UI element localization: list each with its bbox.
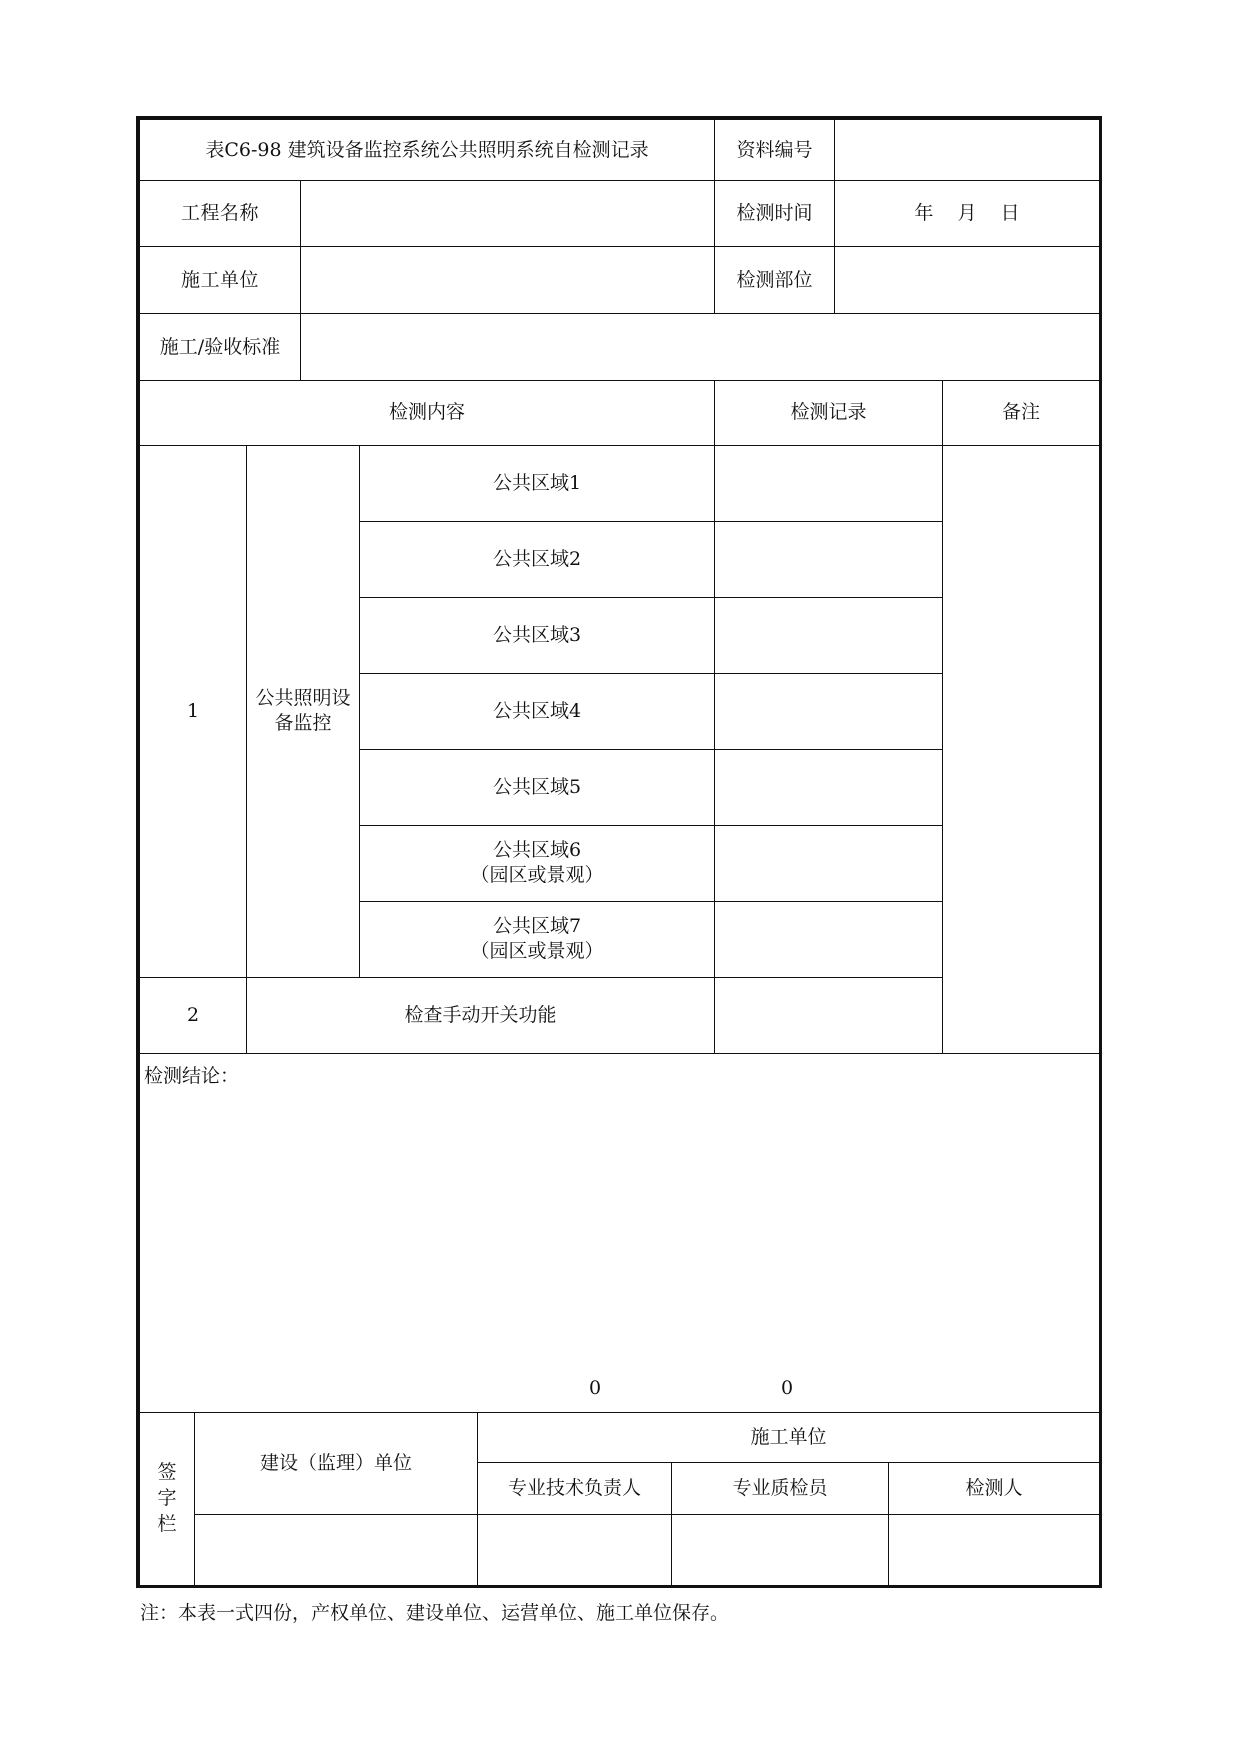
col-content-header: 检测内容 bbox=[140, 381, 715, 445]
signature-side-label: 签字栏 bbox=[140, 1413, 195, 1586]
item-number: 2 bbox=[140, 977, 247, 1053]
test-time-label: 检测时间 bbox=[715, 181, 835, 247]
tech-lead-signature-field[interactable] bbox=[478, 1515, 672, 1586]
item-number: 1 bbox=[140, 445, 247, 977]
record-cell[interactable] bbox=[715, 445, 943, 521]
col-record-header: 检测记录 bbox=[715, 381, 943, 445]
list-item: 公共区域3 bbox=[360, 597, 715, 673]
record-cell[interactable] bbox=[715, 749, 943, 825]
record-cell[interactable] bbox=[715, 597, 943, 673]
project-name-label: 工程名称 bbox=[140, 181, 301, 247]
list-item: 公共区域4 bbox=[360, 673, 715, 749]
list-item: 公共区域6 （园区或景观） bbox=[360, 825, 715, 901]
record-cell[interactable] bbox=[715, 901, 943, 977]
test-time-field[interactable]: 年 月 日 bbox=[835, 181, 1100, 247]
contractor-unit-label: 施工单位 bbox=[478, 1413, 1100, 1463]
record-cell[interactable] bbox=[715, 977, 943, 1053]
conclusion-label: 检测结论： bbox=[144, 1064, 240, 1087]
doc-no-field[interactable] bbox=[835, 120, 1100, 181]
qc-label: 专业质检员 bbox=[672, 1463, 889, 1515]
doc-no-label: 资料编号 bbox=[715, 120, 835, 181]
footnote: 注：本表一式四份，产权单位、建设单位、运营单位、施工单位保存。 bbox=[140, 1602, 730, 1624]
item-group-label: 公共照明设备监控 bbox=[247, 445, 360, 977]
signature-table bbox=[139, 1413, 1100, 1587]
list-item: 检查手动开关功能 bbox=[247, 977, 715, 1053]
owner-unit-label: 建设（监理）单位 bbox=[195, 1413, 478, 1515]
inspector-signature-field[interactable] bbox=[889, 1515, 1100, 1586]
record-form bbox=[136, 116, 1102, 1588]
contractor-label: 施工单位 bbox=[140, 247, 301, 314]
test-part-label: 检测部位 bbox=[715, 247, 835, 314]
inspector-label: 检测人 bbox=[889, 1463, 1100, 1515]
list-item: 公共区域7 （园区或景观） bbox=[360, 901, 715, 977]
conclusion-area[interactable] bbox=[140, 1053, 1100, 1412]
standard-label: 施工/验收标准 bbox=[140, 314, 301, 381]
test-part-field[interactable] bbox=[835, 247, 1100, 314]
standard-field[interactable] bbox=[301, 314, 1100, 381]
qc-signature-field[interactable] bbox=[672, 1515, 889, 1586]
list-item: 公共区域2 bbox=[360, 521, 715, 597]
form-title: 表C6-98 建筑设备监控系统公共照明系统自检测记录 bbox=[140, 120, 715, 181]
conclusion-value: 0 bbox=[781, 1376, 794, 1399]
col-remark-header: 备注 bbox=[943, 381, 1100, 445]
record-cell[interactable] bbox=[715, 521, 943, 597]
conclusion-value: 0 bbox=[589, 1376, 602, 1399]
inspection-table bbox=[139, 381, 1100, 1413]
contractor-field[interactable] bbox=[301, 247, 715, 314]
owner-signature-field[interactable] bbox=[195, 1515, 478, 1586]
list-item: 公共区域1 bbox=[360, 445, 715, 521]
header-table bbox=[139, 119, 1100, 381]
list-item: 公共区域5 bbox=[360, 749, 715, 825]
remark-cell[interactable] bbox=[943, 445, 1100, 1053]
record-cell[interactable] bbox=[715, 673, 943, 749]
tech-lead-label: 专业技术负责人 bbox=[478, 1463, 672, 1515]
project-name-field[interactable] bbox=[301, 181, 715, 247]
record-cell[interactable] bbox=[715, 825, 943, 901]
